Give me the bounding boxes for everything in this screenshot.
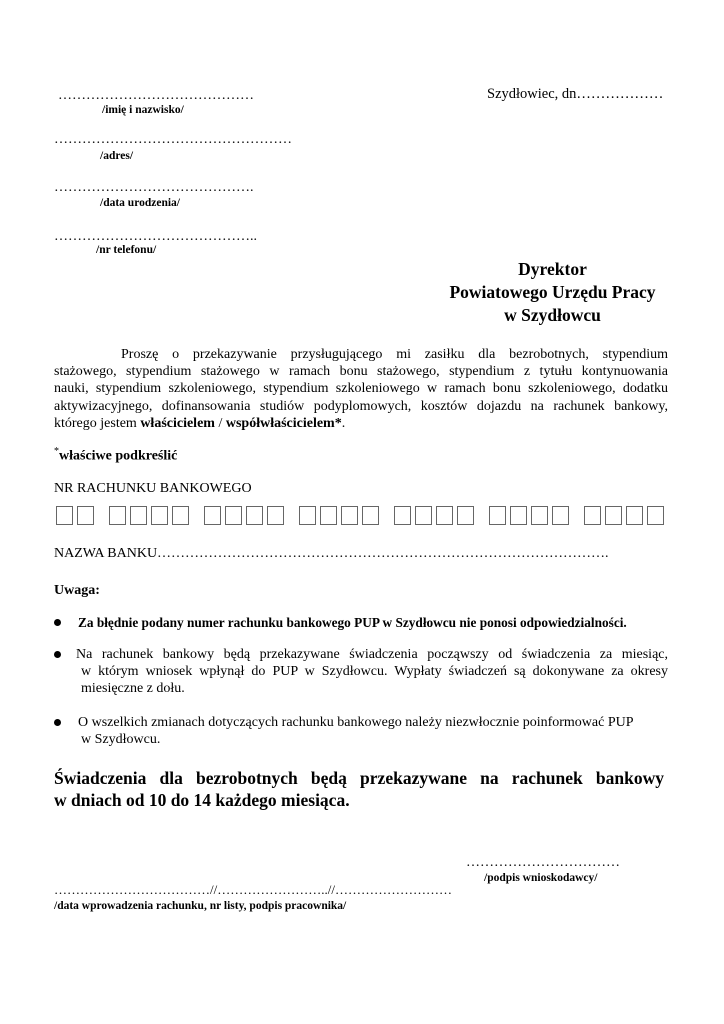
payment-info-line-2: w dniach od 10 do 14 każdego miesiąca. — [54, 790, 350, 810]
account-box-group — [394, 506, 474, 525]
addressee-line-1: Dyrektor — [518, 259, 587, 279]
bank-name-line: NAZWA BANKU……………………………………………………………………………………. — [54, 546, 609, 561]
account-number-label: NR RACHUNKU BANKOWEGO — [54, 481, 252, 496]
note-3-line-1: O wszelkich zmianach dotyczących rachunku bankowego należy niezwłocznie poinformować PUP — [78, 715, 634, 730]
footnote-star: * — [54, 446, 59, 457]
place-date: Szydłowiec, dn……………… — [487, 86, 664, 102]
signature-label: /podpis wnioskodawcy/ — [484, 872, 598, 884]
request-line-5-end: . — [341, 415, 346, 431]
request-line-5 — [54, 415, 668, 432]
co-owner-option: współwłaścicielem* — [225, 415, 342, 431]
note-1-text: Za błędnie podany numer rachunku bankowego PUP w Szydłowcu nie ponosi odpowiedzialności. — [78, 615, 627, 630]
account-digit-box[interactable] — [436, 506, 453, 525]
account-digit-box[interactable] — [552, 506, 569, 525]
account-digit-box[interactable] — [109, 506, 126, 525]
account-digit-box[interactable] — [299, 506, 316, 525]
office-label: /data wprowadzenia rachunku, nr listy, podpis pracownika/ — [54, 900, 347, 912]
birthdate-dotted-line: ……………………………………. — [54, 180, 254, 195]
account-digit-box[interactable] — [77, 506, 94, 525]
request-paragraph — [54, 346, 668, 432]
account-box-group — [489, 506, 569, 525]
phone-dotted-line: …………………………………….. — [54, 229, 257, 244]
note-2-line-1: Na rachunek bankowy będą przekazywane świadczenia począwszy od świadczenia za miesiąc, — [76, 647, 668, 662]
account-box-group — [56, 506, 94, 525]
account-box-group — [299, 506, 379, 525]
owner-separator: / — [214, 415, 226, 431]
account-digit-box[interactable] — [457, 506, 474, 525]
account-digit-box[interactable] — [605, 506, 622, 525]
account-digit-box[interactable] — [56, 506, 73, 525]
bullet-icon — [54, 719, 61, 726]
account-digit-box[interactable] — [267, 506, 284, 525]
account-digit-box[interactable] — [320, 506, 337, 525]
addressee — [420, 258, 685, 327]
account-digit-box[interactable] — [362, 506, 379, 525]
note-3-line-2: w Szydłowcu. — [81, 732, 161, 748]
bullet-icon — [54, 651, 61, 658]
note-item-2 — [54, 646, 668, 698]
addressee-line-3: w Szydłowcu — [504, 305, 601, 325]
footnote-text: właściwe podkreślić — [59, 448, 178, 464]
notes-title: Uwaga: — [54, 583, 100, 598]
name-label: /imię i nazwisko/ — [102, 104, 184, 116]
request-line-4: aktywizacyjnego, dofinansowania studiów podyplomowych, kosztów dojazdu na rachunek bankowy, — [54, 398, 668, 414]
account-digit-box[interactable] — [151, 506, 168, 525]
signature-dotted-line: …………………………… — [466, 855, 620, 870]
account-box-group — [204, 506, 284, 525]
request-line-2: stażowego, stypendium stażowego w ramach bonu stażowego, stypendium z tytułu kontynuowania — [54, 364, 668, 380]
account-digit-box[interactable] — [225, 506, 242, 525]
payment-info-line-1: Świadczenia dla bezrobotnych będą przekazywane na rachunek bankowy — [54, 768, 664, 788]
account-number-boxes[interactable] — [56, 506, 664, 525]
addressee-line-2: Powiatowego Urzędu Pracy — [449, 282, 656, 302]
footnote — [54, 446, 177, 465]
account-box-group — [584, 506, 664, 525]
note-2-line-3: miesięczne z dołu. — [81, 681, 185, 697]
owner-option: właścicielem — [140, 415, 215, 431]
request-line-1: Proszę o przekazywanie przysługującego mi zasiłku dla bezrobotnych, stypendium — [121, 347, 668, 362]
account-digit-box[interactable] — [130, 506, 147, 525]
bullet-icon — [54, 619, 61, 626]
account-digit-box[interactable] — [204, 506, 221, 525]
account-digit-box[interactable] — [489, 506, 506, 525]
account-digit-box[interactable] — [172, 506, 189, 525]
account-digit-box[interactable] — [415, 506, 432, 525]
phone-label: /nr telefonu/ — [96, 244, 157, 256]
account-digit-box[interactable] — [246, 506, 263, 525]
payment-info — [54, 767, 664, 811]
account-digit-box[interactable] — [647, 506, 664, 525]
note-2-line-2: w którym wniosek wpłynął do PUP w Szydłowcu. Wypłaty świadczeń są dokonywane za okresy — [81, 664, 668, 680]
name-dotted-line: …………………………………… — [58, 88, 254, 103]
request-line-3: nauki, stypendium szkoleniowego, stypendium szkoleniowego w ramach bonu szkoleniowego, dodatku — [54, 381, 668, 397]
account-digit-box[interactable] — [626, 506, 643, 525]
account-digit-box[interactable] — [531, 506, 548, 525]
account-box-group — [109, 506, 189, 525]
account-digit-box[interactable] — [510, 506, 527, 525]
account-digit-box[interactable] — [394, 506, 411, 525]
account-digit-box[interactable] — [584, 506, 601, 525]
birthdate-label: /data urodzenia/ — [100, 197, 180, 209]
request-line-5-start: którego jestem — [54, 415, 141, 431]
office-dotted-line: ………………………………//……………………..//……………………… — [54, 882, 452, 897]
address-dotted-line: …………………………………………… — [54, 132, 292, 147]
note-item-1 — [54, 614, 627, 631]
note-item-3 — [54, 714, 668, 748]
address-label: /adres/ — [100, 150, 134, 162]
account-digit-box[interactable] — [341, 506, 358, 525]
